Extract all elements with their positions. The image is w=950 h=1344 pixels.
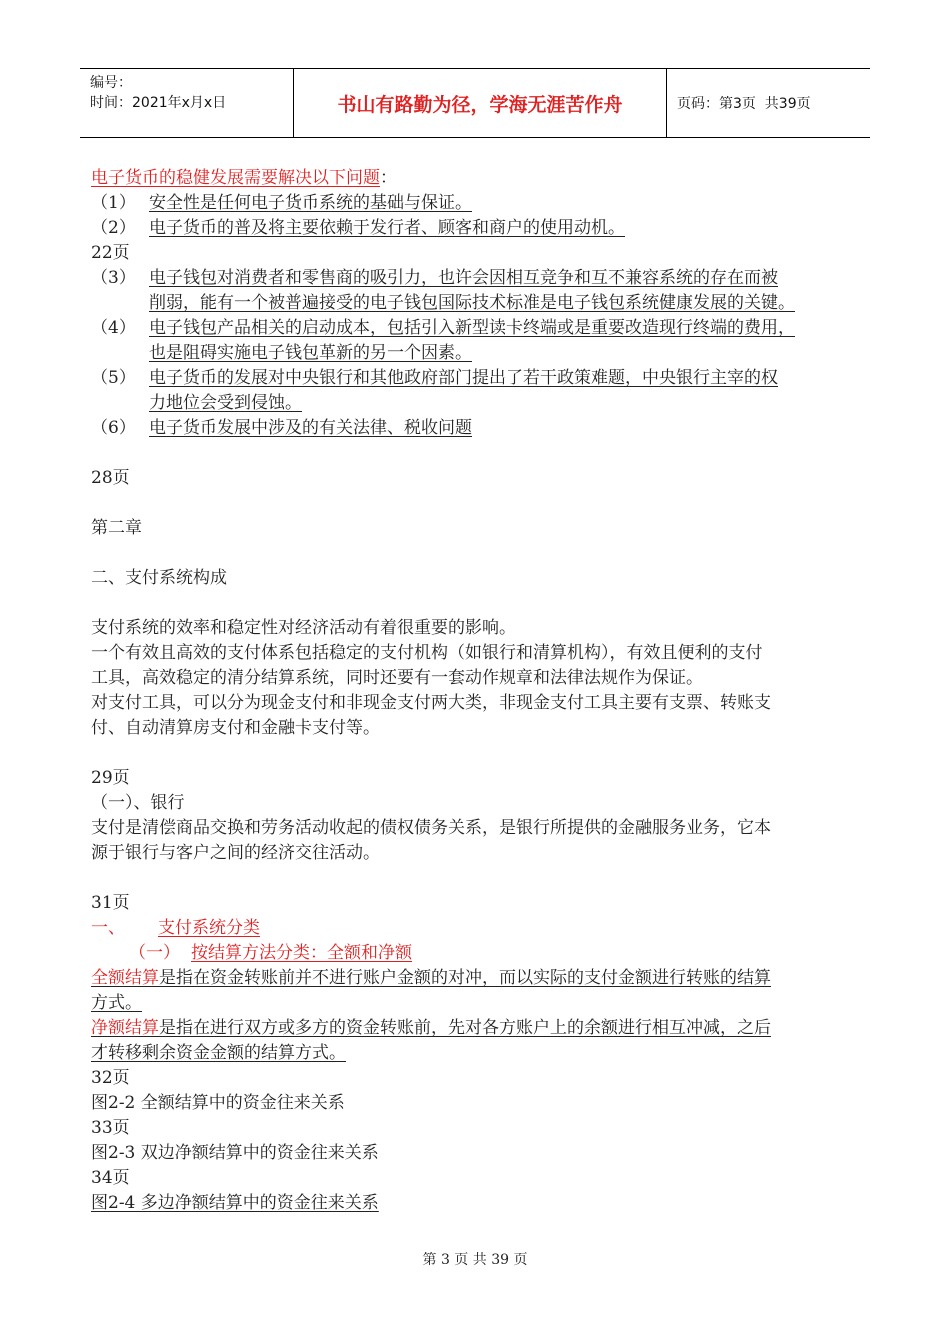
net-definition-line-2: 才转移剩余资金金额的结算方式。 <box>91 1043 346 1063</box>
section-heading: 二、支付系统构成 <box>91 568 227 588</box>
item-number: （3） <box>91 268 136 288</box>
bank-heading: （一）、银行 <box>91 793 185 813</box>
list-item <box>91 316 866 366</box>
list-item <box>91 191 866 216</box>
header-page-info <box>667 69 870 137</box>
list-item <box>91 216 866 241</box>
header-page-info-text: 页码：第3页 共39页 <box>677 96 811 112</box>
page-header <box>80 68 870 138</box>
page-ref-32: 32页 <box>91 1068 130 1088</box>
figure-caption-2-3: 图2-3 双边净额结算中的资金往来关系 <box>91 1143 379 1163</box>
list-item <box>91 266 866 316</box>
paragraph-4-line-2: 源于银行与客户之间的经济交往活动。 <box>91 843 380 863</box>
subclass-title: 按结算方法分类：全额和净额 <box>191 943 412 963</box>
header-meta <box>80 69 294 137</box>
subclass-number: （一） <box>129 943 180 963</box>
figure-caption-2-4: 图2-4 多边净额结算中的资金往来关系 <box>91 1193 379 1213</box>
classification-heading <box>91 916 866 941</box>
paragraph-2-line-2: 工具，高效稳定的清分结算系统，同时还要有一套动作规章和法律法规作为保证。 <box>91 668 703 688</box>
item-text: 电子货币的普及将主要依赖于发行者、顾客和商户的使用动机。 <box>149 218 625 238</box>
page-ref-33: 33页 <box>91 1118 130 1138</box>
intro-colon: ： <box>380 168 397 188</box>
classification-number: 一、 <box>91 918 125 938</box>
gross-definition-text: 是指在资金转账前并不进行账户金额的对冲，而以实际的支付金额进行转账的结算 <box>159 968 771 988</box>
item-text: 削弱，能有一个被普遍接受的电子钱包国际技术标准是电子钱包系统健康发展的关键。 <box>149 293 795 313</box>
item-number: （2） <box>91 218 136 238</box>
gross-definition-line-2: 方式。 <box>91 993 142 1013</box>
list-item <box>91 366 866 416</box>
gross-term: 全额结算 <box>91 968 159 988</box>
item-number: （5） <box>91 368 136 388</box>
intro-line <box>91 166 866 191</box>
issues-list-a <box>91 191 866 241</box>
gross-definition-line-1 <box>91 966 866 991</box>
item-text: 也是阻碍实施电子钱包革新的另一个因素。 <box>149 343 472 363</box>
paragraph-3-line-2: 付、自动清算房支付和金融卡支付等。 <box>91 718 380 738</box>
net-term: 净额结算 <box>91 1018 159 1038</box>
paragraph-1: 支付系统的效率和稳定性对经济活动有着很重要的影响。 <box>91 618 516 638</box>
page-ref-34: 34页 <box>91 1168 130 1188</box>
page-ref-28: 28页 <box>91 468 130 488</box>
paragraph-2-line-1: 一个有效且高效的支付体系包括稳定的支付机构（如银行和清算机构），有效且便利的支付 <box>91 643 763 663</box>
item-text: 力地位会受到侵蚀。 <box>149 393 302 413</box>
document-body <box>91 166 866 1216</box>
header-motto: 书山有路勤为径，学海无涯苦作舟 <box>294 69 667 137</box>
page-footer: 第 3 页 共 39 页 <box>422 1252 528 1268</box>
item-text: 电子钱包产品相关的启动成本，包括引入新型读卡终端或是重要改造现行终端的费用， <box>149 318 795 338</box>
issues-list-b <box>91 266 866 441</box>
subclass-heading <box>91 941 866 966</box>
intro-heading: 电子货币的稳健发展需要解决以下问题 <box>91 168 380 188</box>
net-definition-line-1 <box>91 1016 866 1041</box>
chapter-heading: 第二章 <box>91 518 142 538</box>
page-ref-29: 29页 <box>91 768 130 788</box>
paragraph-4-line-1: 支付是清偿商品交换和劳务活动收起的债权债务关系，是银行所提供的金融服务业务，它本 <box>91 818 771 838</box>
item-number: （4） <box>91 318 136 338</box>
item-number: （1） <box>91 193 136 213</box>
item-text: 电子货币发展中涉及的有关法律、税收问题 <box>149 418 472 438</box>
page-ref-31: 31页 <box>91 893 130 913</box>
item-text: 电子货币的发展对中央银行和其他政府部门提出了若干政策难题，中央银行主宰的权 <box>149 368 778 388</box>
classification-title: 支付系统分类 <box>158 918 260 938</box>
item-text: 安全性是任何电子货币系统的基础与保证。 <box>149 193 472 213</box>
paragraph-3-line-1: 对支付工具，可以分为现金支付和非现金支付两大类，非现金支付工具主要有支票、转账支 <box>91 693 771 713</box>
figure-caption-2-2: 图2-2 全额结算中的资金往来关系 <box>91 1093 345 1113</box>
item-text: 电子钱包对消费者和零售商的吸引力，也许会因相互竞争和互不兼容系统的存在而被 <box>149 268 778 288</box>
header-id-label: 编号： <box>90 75 132 91</box>
item-number: （6） <box>91 418 136 438</box>
list-item <box>91 416 866 441</box>
header-date-label: 时间：2021年x月x日 <box>90 95 227 111</box>
net-definition-text: 是指在进行双方或多方的资金转账前，先对各方账户上的余额进行相互冲减，之后 <box>159 1018 771 1038</box>
page-ref-22: 22页 <box>91 243 130 263</box>
